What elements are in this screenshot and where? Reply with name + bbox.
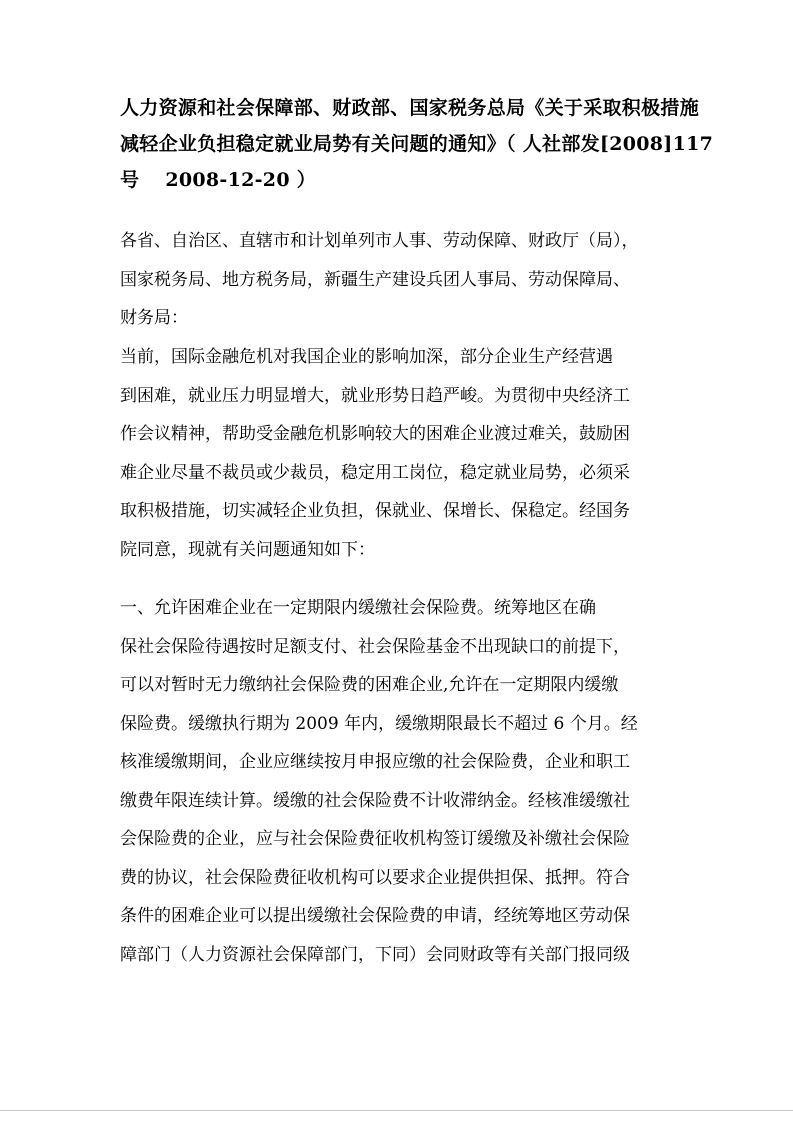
paragraph-line: 当前，国际金融危机对我国企业的影响加深，部分企业生产经营遇 xyxy=(120,347,613,367)
salutation xyxy=(120,222,680,338)
title-date: 2008-12-20 ） xyxy=(165,169,317,191)
title-line-text: 号 xyxy=(120,169,140,191)
paragraph-line: 作会议精神，帮助受金融危机影响较大的困难企业渡过难关，鼓励困 xyxy=(120,424,630,444)
paragraph-line: 费的协议，社会保险费征收机构可以要求企业提供担保、抵押。符合 xyxy=(120,867,630,888)
salutation-line: 财务局： xyxy=(120,308,188,328)
paragraph-line: 难企业尽量不裁员或少裁员，稳定用工岗位，稳定就业局势，必须采 xyxy=(120,462,630,483)
paragraph-line: 院同意，现就有关问题通知如下： xyxy=(120,539,375,560)
paragraph-line: 取积极措施，切实减轻企业负担，保就业、保增长、保稳定。经国务 xyxy=(120,501,630,521)
paragraph-line: 会保险费的企业，应与社会保险费征收机构签订缓缴及补缴社会保险 xyxy=(120,829,630,849)
paragraph-line: 保社会保险待遇按时足额支付、社会保险基金不出现缺口的前提下， xyxy=(120,636,630,657)
paragraph-line: 缴费年限连续计算。缓缴的社会保险费不计收滞纳金。经核准缓缴社 xyxy=(120,790,630,811)
document-title xyxy=(120,90,714,198)
title-line: 减轻企业负担稳定就业局势有关问题的通知》（ 人社部发[2008]117 xyxy=(120,133,714,155)
paragraph-line: 保险费。缓缴执行期为 2009 年内，缓缴期限最长不超过 6 个月。经 xyxy=(120,713,638,734)
paragraph-line: 障部门（人力资源社会保障部门，下同）会同财政等有关部门报同级 xyxy=(120,944,630,965)
page-bottom-divider xyxy=(0,1110,793,1111)
title-line: 人力资源和社会保障部、财政部、国家税务总局《关于采取积极措施 xyxy=(120,97,700,119)
paragraph-line: 一、允许困难企业在一定期限内缓缴社会保险费。统筹地区在确 xyxy=(120,598,596,618)
title-line xyxy=(120,162,676,198)
paragraph-line: 核准缓缴期间，企业应继续按月申报应缴的社会保险费，企业和职工 xyxy=(120,752,630,772)
paragraph-line: 到困难，就业压力明显增大，就业形势日趋严峻。为贯彻中央经济工 xyxy=(120,385,630,406)
paragraph-line: 可以对暂时无力缴纳社会保险费的困难企业,允许在一定期限内缓缴 xyxy=(120,675,619,695)
paragraph-line: 条件的困难企业可以提出缓缴社会保险费的申请，经统筹地区劳动保 xyxy=(120,906,630,926)
salutation-line: 各省、自治区、直辖市和计划单列市人事、劳动保障、财政厅（局）， xyxy=(120,231,639,251)
paragraph-introduction xyxy=(120,338,680,569)
salutation-line: 国家税务局、地方税务局，新疆生产建设兵团人事局、劳动保障局、 xyxy=(120,269,630,290)
paragraph-item-one xyxy=(120,589,680,974)
